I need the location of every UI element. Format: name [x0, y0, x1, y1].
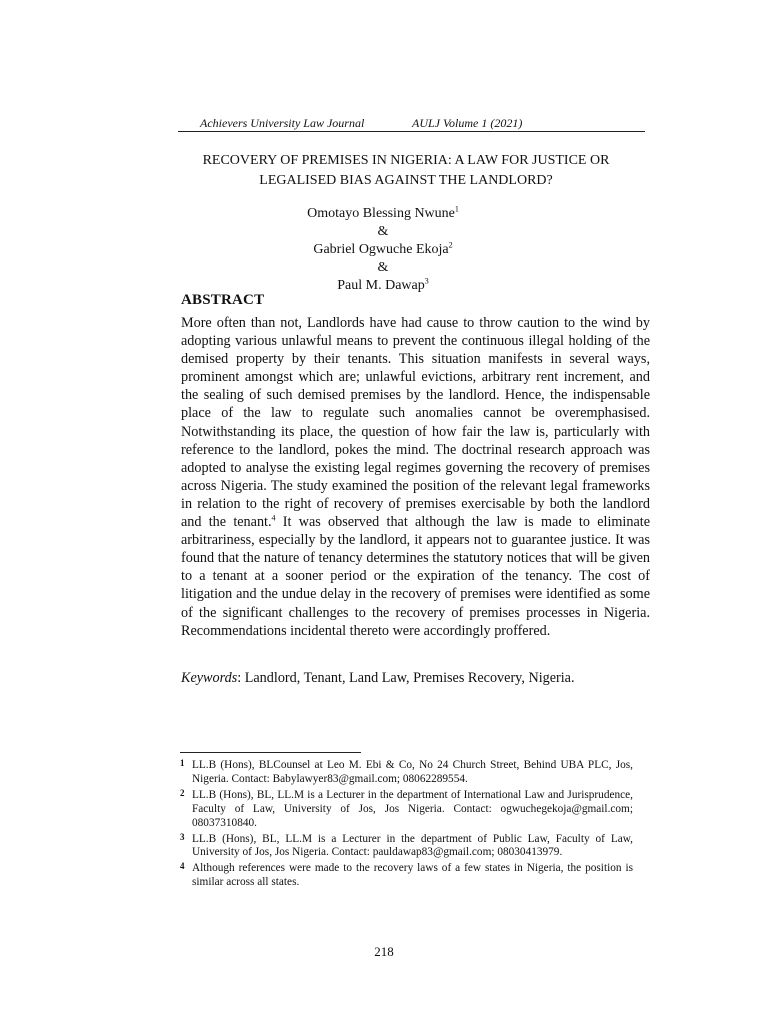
footnote-divider [180, 752, 361, 753]
footnote-mark: 1 [180, 758, 185, 768]
abstract-text: More often than not, Landlords have had cause to throw caution to the wind by adopting various unlawful means to prevent the continuous illegal holding of the demised property by their tenants. This situation manifests in several ways, prominent amongst which are; unlawful evictions, arbitrary rent increment, and the sealing of such demised premises by the landlord. Hence, the indispensable place of the law to regulate such anomalies cannot be overemphasised. Notwithstanding its place, the question of how fair the law is, particularly with reference to the landlord, pokes the mind. The doctrinal research approach was adopted to analyse the existing legal regimes governing the recovery of premises across Nigeria. The study examined the position of the relevant legal frameworks in relation to the right of recovery of premises exercisable by both the landlord and the tenant. [181, 315, 650, 531]
footnote [180, 862, 633, 890]
author-footnote-ref[interactable]: 1 [454, 204, 459, 214]
journal-name: Achievers University Law Journal [200, 116, 365, 130]
abstract-heading: ABSTRACT [181, 292, 265, 308]
author [230, 241, 536, 259]
author-separator: & [377, 224, 389, 239]
footnote-mark: 2 [180, 787, 185, 798]
author-footnote-ref[interactable]: 3 [424, 276, 429, 286]
footnote [180, 789, 633, 831]
title-line-2: LEGALISED BIAS AGAINST THE LANDLORD? [259, 173, 553, 188]
footnote-mark: 4 [180, 861, 185, 872]
footnote [180, 833, 633, 861]
footnote-text: Although references were made to the recovery laws of a few states in Nigeria, the position is similar across all states. [192, 862, 633, 889]
footnotes [180, 759, 633, 892]
footnote-text: LL.B (Hons), BL, LL.M is a Lecturer in the department of Public Law, Faculty of Law, University of Jos, Jos Nigeria. Contact: pauldawap83@gmail.com; 08030413979. [192, 832, 633, 859]
abstract-footnote-ref[interactable]: 4 [271, 513, 276, 523]
footnote [180, 759, 633, 787]
author [230, 277, 536, 295]
author-name: Gabriel Ogwuche Ekoja [313, 242, 449, 257]
keywords-list: : Landlord, Tenant, Land Law, Premises Recovery, Nigeria. [237, 670, 575, 686]
keywords [181, 669, 650, 687]
author-footnote-ref[interactable]: 2 [448, 240, 453, 250]
author [230, 205, 536, 223]
paper-title [170, 151, 642, 191]
title-line-1: RECOVERY OF PREMISES IN NIGERIA: A LAW FOR JUSTICE OR [202, 153, 610, 168]
author-separator: & [377, 260, 389, 275]
page-number: 218 [374, 944, 394, 959]
footnote-mark: 3 [180, 831, 185, 842]
header-divider [178, 131, 645, 132]
author-name: Paul M. Dawap [337, 278, 425, 293]
journal-volume: AULJ Volume 1 (2021) [412, 116, 523, 130]
abstract-text-continued: It was observed that although the law is made to eliminate arbitrariness, especially by the landlord, it appears not to guarantee justice. It was found that the nature of tenancy determines the statutory notices that will be given to a tenant at a sooner period or the expiration of the tenancy. The cost of litigation and the undue delay in the recovery of premises were identified as some of the significant challenges to the recovery of premises processes in Nigeria. Recommendations incidental thereto were accordingly proffered. [181, 514, 651, 639]
footnote-text: LL.B (Hons), BL, LL.M is a Lecturer in the department of International Law and Jurisprudence, Faculty of Law, University of Jos, Jos Nigeria. Contact: ogwuchegekoja@gmail.com; 08037310840. [192, 788, 633, 829]
author-list [230, 205, 536, 295]
keywords-label: Keywords [181, 670, 238, 686]
author-name: Omotayo Blessing Nwune [307, 206, 455, 221]
footnote-text: LL.B (Hons), BLCounsel at Leo M. Ebi & Co, No 24 Church Street, Behind UBA PLC, Jos, Nigeria. Contact: Babylawyer83@gmail.com; 08062289554. [192, 759, 633, 785]
abstract-body [181, 314, 650, 640]
